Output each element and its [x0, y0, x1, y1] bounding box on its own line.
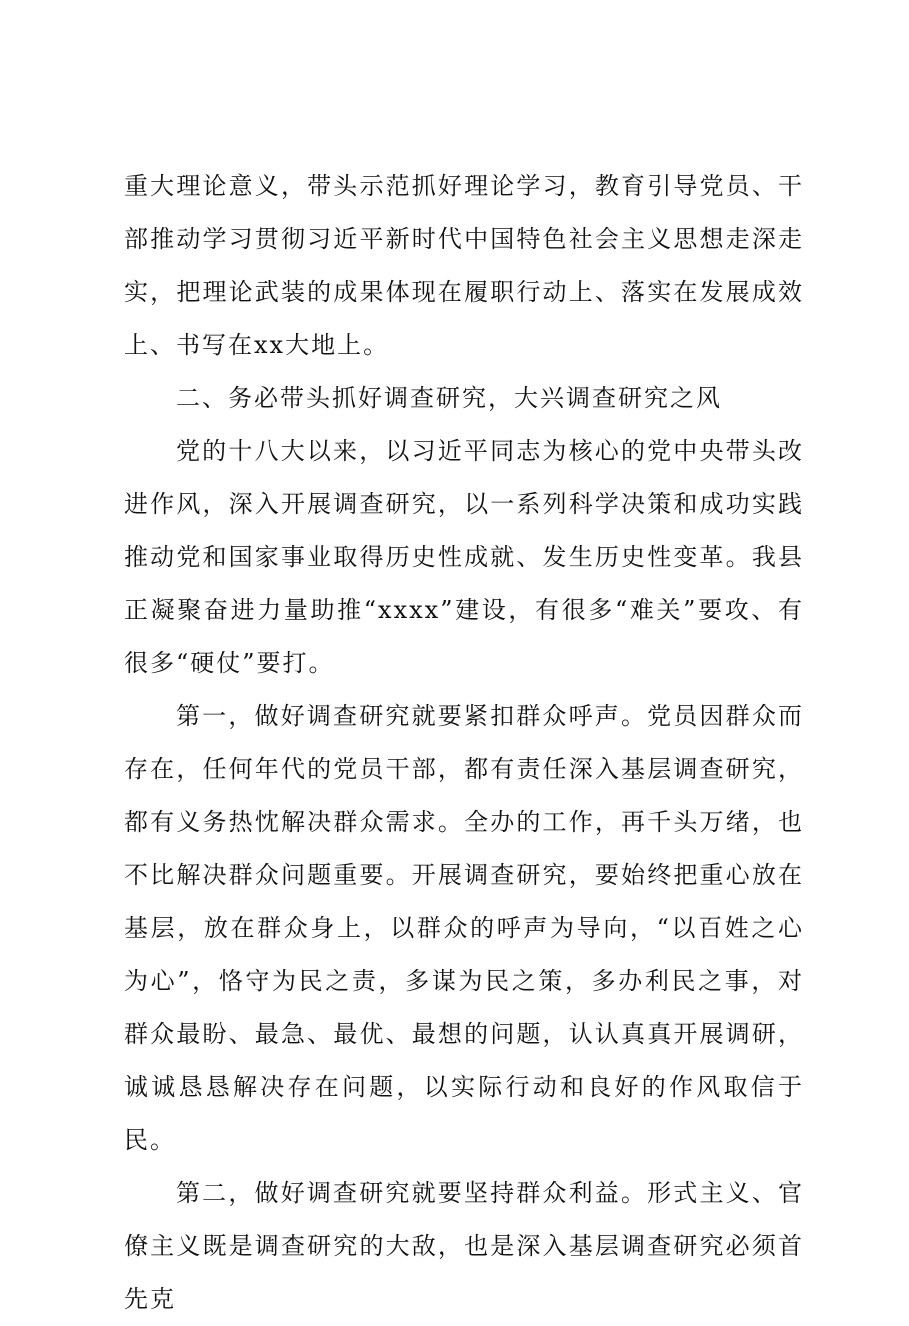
section-heading: 二、务必带头抓好调查研究，大兴调查研究之风: [176, 384, 722, 412]
paragraph-continuation: 重大理论意义，带头示范抓好理论学习，教育引导党员、干部推动学习贯彻习近平新时代中国特色社会主义思想走深走实，把理论武装的成果体现在履职行动上、落实在发展成效上、书写在xx大地上。: [124, 172, 804, 359]
paragraph: 党的十八大以来，以习近平同志为核心的党中央带头改进作风，深入开展调查研究，以一系列科学决策和成功实践推动党和国家事业取得历史性成就、发生历史性变革。我县正凝聚奋进力量助推“xxxx”建设，有很多“难关”要攻、有很多“硬仗”要打。: [124, 437, 804, 677]
paragraph: 第一，做好调查研究就要紧扣群众呼声。党员因群众而存在，任何年代的党员干部，都有责任深入基层调查研究，都有义务热忱解决群众需求。全办的工作，再千头万绪，也不比解决群众问题重要。开展调查研究，要始终把重心放在基层，放在群众身上，以群众的呼声为导向，“以百姓之心为心”，恪守为民之责，多谋为民之策，多办利民之事，对群众最盼、最急、最优、最想的问题，认认真真开展调研，诚诚恳恳解决存在问题，以实际行动和良好的作风取信于民。: [124, 702, 804, 1154]
document-body: [124, 160, 804, 1326]
paragraph: 第二，做好调查研究就要坚持群众利益。形式主义、官僚主义既是调查研究的大敌，也是深入基层调查研究必须首先克: [124, 1179, 804, 1313]
